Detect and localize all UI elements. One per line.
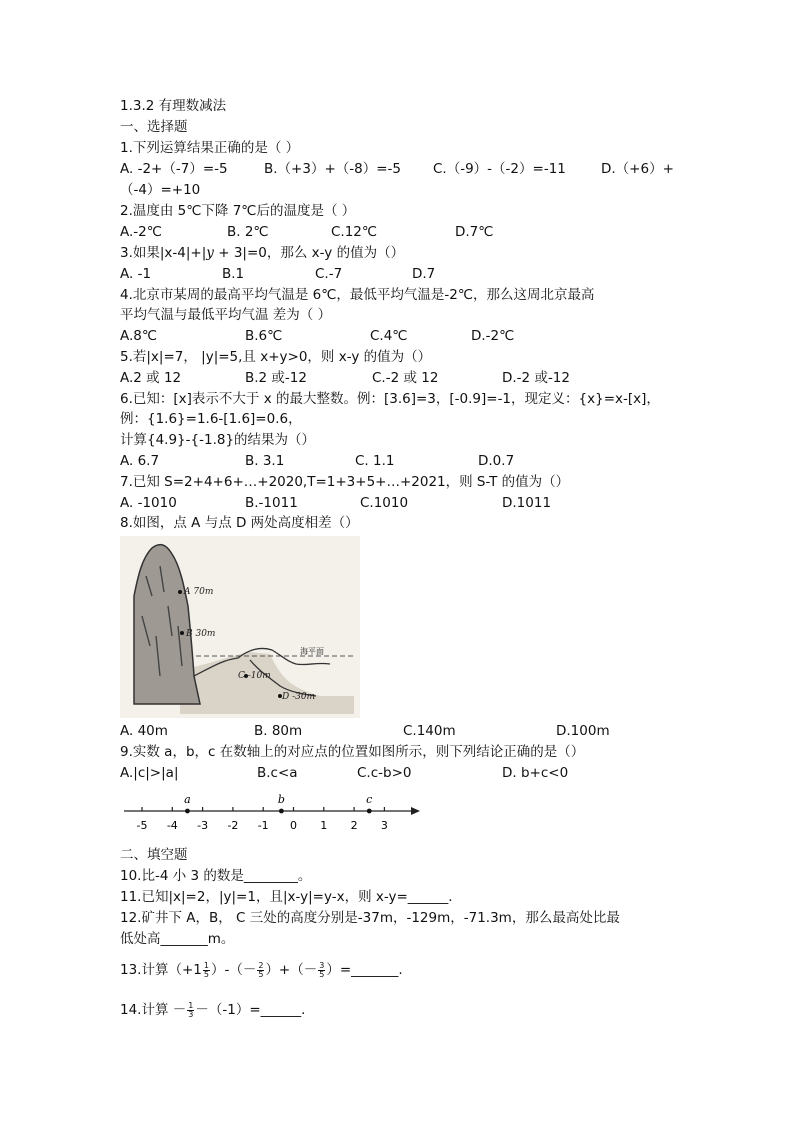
label-c: C -10m — [238, 671, 271, 681]
question-3-stem: 3.如果|x-4|+|y + 3|=0，那么 x-y 的值为（） — [120, 245, 405, 261]
question-7-stem: 7.已知 S=2+4+6+…+2020,T=1+3+5+…+2021，则 S-T 的值为（） — [120, 474, 570, 490]
label-d: D -30m — [282, 692, 316, 702]
question-6-option-b: B. 3.1 — [245, 453, 285, 469]
point-b — [279, 809, 284, 814]
point-c — [367, 809, 372, 814]
question-5-option-d: D.-2 或-12 — [502, 370, 570, 386]
question-6-option-a: A. 6.7 — [120, 453, 160, 469]
question-1-option-a: A. -2+（-7）=-5 — [120, 161, 228, 177]
tick-label: -5 — [136, 819, 148, 832]
question-3-option-d: D.7 — [412, 266, 436, 282]
question-4-option-d: D.-2℃ — [471, 328, 515, 344]
question-13: 13.计算（+1 $\frac{1}{5}$ ）-（－ $\frac{2}{5}$ ）+（－ $\frac{3}{5}$ ）=_______. — [120, 960, 403, 979]
tick-label: -3 — [197, 819, 209, 832]
section-heading-choice: 一、选择题 — [120, 119, 188, 135]
question-5-option-a: A.2 或 12 — [120, 370, 182, 386]
point-a — [178, 590, 182, 594]
tick-label: -1 — [257, 819, 269, 832]
tick-label: -4 — [166, 819, 178, 832]
tick-label: 1 — [320, 819, 328, 832]
question-12-line1: 12.矿井下 A，B， C 三处的高度分别是-37m，-129m，-71.3m，那么最高处比最 — [120, 910, 620, 926]
question-1-option-c: C.（-9）-（-2）=-11 — [433, 161, 566, 177]
question-14: 14.计算 － $\frac{1}{3}$ －（-1）=______. — [120, 1000, 306, 1019]
label-sea-level: 海平面 — [300, 647, 324, 656]
question-3-option-c: C.-7 — [315, 266, 343, 282]
question-6-stem-line1: 6.已知：[x]表示不大于 x 的最大整数。例：[3.6]=3，[-0.9]=-1，现定义：{x}=x-[x]， — [120, 391, 660, 407]
question-5-option-b: B.2 或-12 — [245, 370, 307, 386]
height-diagram — [120, 536, 360, 718]
question-9-option-b: B.c<a — [257, 765, 298, 781]
question-8-option-b: B. 80m — [254, 723, 303, 739]
number-line-arrow — [411, 807, 420, 815]
question-9-option-d: D. b+c<0 — [502, 765, 569, 781]
section-heading-fill: 二、填空题 — [120, 847, 188, 863]
point-a — [185, 809, 190, 814]
question-1-option-d: D.（+6）+ — [601, 161, 674, 177]
question-7-option-b: B.-1011 — [245, 495, 298, 511]
question-8-stem: 8.如图，点 A 与点 D 两处高度相差（） — [120, 515, 359, 531]
question-4-option-a: A.8℃ — [120, 328, 158, 344]
question-7-option-a: A. -1010 — [120, 495, 177, 511]
question-1-option-b: B.（+3）+（-8）=-5 — [264, 161, 401, 177]
tick-label: 2 — [350, 819, 358, 832]
question-4-stem-line2: 平均气温与最低平均气温 差为（ ） — [120, 307, 332, 323]
question-6-stem-line2: 例：{1.6}=1.6-[1.6]=0.6， — [120, 411, 302, 427]
question-7-option-c: C.1010 — [360, 495, 409, 511]
question-9-stem: 9.实数 a，b，c 在数轴上的对应点的位置如图所示，则下列结论正确的是（） — [120, 744, 585, 760]
tick-label: 3 — [380, 819, 388, 832]
question-6-stem-line3: 计算{4.9}-{-1.8}的结果为（） — [120, 432, 316, 448]
question-6-option-c: C. 1.1 — [355, 453, 395, 469]
question-9-option-c: C.c-b>0 — [357, 765, 412, 781]
question-4-stem-line1: 4.北京市某周的最高平均气温是 6℃，最低平均气温是-2℃，那么这周北京最高 — [120, 287, 595, 303]
question-2-option-d: D.7℃ — [455, 224, 494, 240]
question-8-option-d: D.100m — [556, 723, 610, 739]
question-2-stem: 2.温度由 5℃下降 7℃后的温度是（ ） — [120, 203, 356, 219]
question-8-option-a: A. 40m — [120, 723, 168, 739]
question-1-stem: 1.下列运算结果正确的是（ ） — [120, 140, 300, 156]
question-2-option-c: C.12℃ — [331, 224, 378, 240]
fraction-3-5: $\frac{3}{5}$ — [319, 960, 325, 979]
point-label-c: c — [366, 793, 373, 806]
page-title: 1.3.2 有理数减法 — [120, 98, 227, 114]
question-1-option-d-continued: （-4）=+10 — [120, 182, 201, 198]
tick-label: 0 — [290, 819, 297, 832]
question-11: 11.已知|x|=2，|y|=1，且|x-y|=y-x，则 x-y=______. — [120, 889, 453, 905]
question-9-option-a: A.|c|>|a| — [120, 765, 179, 781]
fraction-1-1-5: $\frac{1}{5}$ — [203, 960, 209, 979]
question-2-option-a: A.-2℃ — [120, 224, 162, 240]
number-line — [118, 792, 424, 834]
question-6-option-d: D.0.7 — [478, 453, 515, 469]
label-b: B 30m — [186, 629, 216, 639]
question-10: 10.比-4 小 3 的数是________。 — [120, 868, 312, 884]
question-3-option-b: B.1 — [222, 266, 245, 282]
question-4-option-c: C.4℃ — [370, 328, 408, 344]
point-label-a: a — [184, 793, 191, 806]
question-7-option-d: D.1011 — [502, 495, 552, 511]
label-a: A 70m — [184, 587, 214, 597]
question-3-option-a: A. -1 — [120, 266, 152, 282]
question-5-option-c: C.-2 或 12 — [372, 370, 439, 386]
question-5-stem: 5.若|x|=7， |y|=5,且 x+y>0，则 x-y 的值为（） — [120, 349, 432, 365]
question-4-option-b: B.6℃ — [245, 328, 283, 344]
question-8-option-c: C.140m — [403, 723, 456, 739]
question-2-option-b: B. 2℃ — [227, 224, 269, 240]
fraction-2-5: $\frac{2}{5}$ — [258, 960, 264, 979]
point-b — [180, 631, 184, 635]
question-12-line2: 低处高_______m。 — [120, 931, 235, 947]
fraction-1-3: $\frac{1}{3}$ — [188, 1000, 194, 1019]
point-label-b: b — [277, 793, 285, 806]
tick-label: -2 — [227, 819, 239, 832]
